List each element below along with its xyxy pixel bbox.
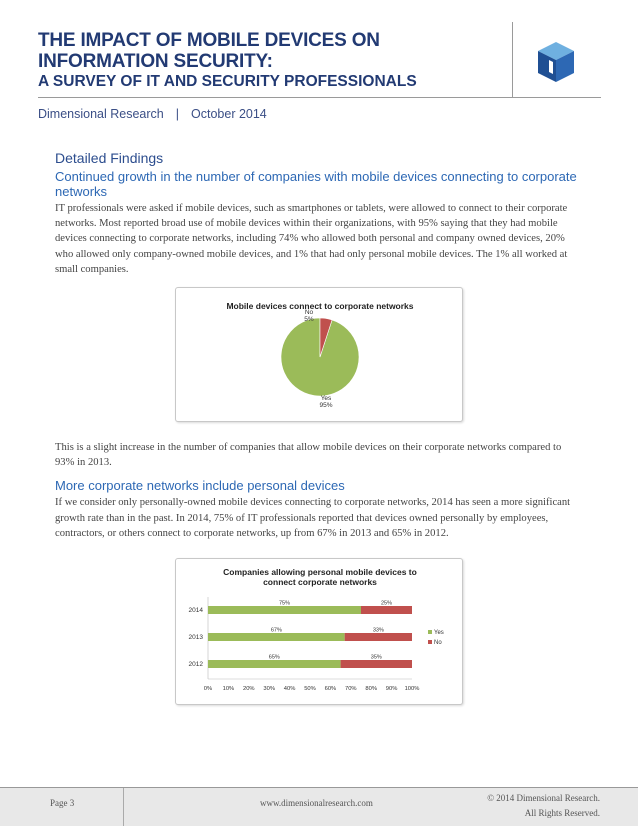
bar-2014-yes	[208, 606, 361, 614]
bar-category-label-2012: 2012	[188, 661, 203, 668]
paragraph-personal-devices: If we consider only personally-owned mobile devices connecting to corporate networks, 2014 has seen a more significant growth rate than in the past. In 2014, 75% of IT professionals reported that devices owned personally by employees, contractors, or others connect to corporate networks, up from 67% in 2013 and 65% in 2012.	[55, 497, 571, 539]
bar-x-tick-7: 70%	[344, 686, 357, 692]
bar-value-label-2012-no: 35%	[370, 654, 382, 661]
report-title-line1: THE IMPACT OF MOBILE DEVICES ON	[38, 30, 380, 51]
paragraph-increase: This is a slight increase in the number of companies that allow mobile devices on their corporate networks compared to 93% in 2013.	[55, 442, 562, 469]
pie-label-no-value: 5%	[304, 316, 314, 323]
bar-2013-no	[345, 633, 412, 641]
pie-chart-box	[175, 287, 463, 422]
legend-swatch-yes	[428, 630, 432, 634]
header-divider	[512, 22, 513, 98]
bar-2013-yes	[208, 633, 345, 641]
subsection-title-growth: Continued growth in the number of companies with mobile devices connecting to corporate networks	[55, 169, 577, 199]
bar-x-tick-10: 100%	[404, 686, 420, 692]
org-name: Dimensional Research	[38, 107, 164, 121]
report-date: October 2014	[191, 107, 267, 121]
pie-chart-title: Mobile devices connect to corporate networks	[226, 301, 414, 311]
report-header	[38, 30, 598, 91]
bar-x-tick-3: 30%	[263, 686, 276, 692]
bar-2014-no	[361, 606, 412, 614]
page-footer	[0, 787, 638, 826]
bar-x-tick-1: 10%	[222, 686, 235, 692]
rights-line: All Rights Reserved.	[524, 808, 600, 818]
bar-value-label-2012-yes: 65%	[268, 654, 280, 661]
bar-value-label-2014-no: 25%	[380, 600, 393, 607]
report-title-line2: INFORMATION SECURITY:	[38, 51, 273, 72]
subsection-title-personal: More corporate networks include personal devices	[55, 478, 345, 494]
content-middle	[55, 440, 580, 541]
pie-label-yes-name: Yes	[320, 395, 332, 402]
bar-x-tick-9: 90%	[385, 686, 398, 692]
legend-swatch-no	[428, 640, 432, 644]
report-subtitle: A SURVEY OF IT AND SECURITY PROFESSIONALS	[38, 73, 417, 90]
bar-chart-box	[175, 558, 463, 705]
bar-x-tick-2: 20%	[242, 686, 255, 692]
main-content	[55, 150, 580, 277]
bar-x-tick-0: 0%	[203, 686, 213, 692]
bar-2012-no	[341, 660, 412, 668]
legend-label-yes: Yes	[434, 630, 444, 636]
footer-copyright	[487, 791, 600, 821]
bar-chart	[176, 559, 464, 706]
footer-url[interactable]: www.dimensionalresearch.com	[260, 798, 373, 808]
copyright-line: © 2014 Dimensional Research.	[487, 793, 600, 803]
pie-label-no-name: No	[304, 309, 314, 316]
bar-x-tick-5: 50%	[304, 686, 316, 692]
bar-category-label-2014: 2014	[188, 607, 203, 614]
paragraph-survey: IT professionals were asked if mobile devices, such as smartphones or tablets, were allowed to connect to their corporate networks. Most reported broad use of mobile devices within their organizations, with 95% saying that they had mobile devices connecting to corporate networks, including 74% who allowed both personal and company owned devices, 20% who allowed only company-owned mobile devices, and 1% that had only personal mobile devices. The 1% all worked at small companies.	[55, 203, 568, 275]
section-title: Detailed Findings	[55, 150, 164, 166]
footer-divider	[123, 788, 124, 826]
bar-value-label-2014-yes: 75%	[278, 600, 291, 607]
bar-x-tick-8: 80%	[365, 686, 378, 692]
pie-label-yes	[311, 395, 341, 409]
bar-2012-yes	[208, 660, 341, 668]
bar-value-label-2013-yes: 67%	[270, 627, 282, 634]
bar-chart-title-line1: Companies allowing personal mobile devices to	[223, 567, 417, 577]
report-meta	[38, 107, 267, 121]
bar-chart-title-line2: connect corporate networks	[263, 577, 377, 587]
bar-x-tick-4: 40%	[283, 686, 296, 692]
dimensional-research-logo-icon	[536, 40, 576, 84]
page-number: Page 3	[50, 798, 75, 808]
meta-separator: |	[175, 107, 180, 121]
legend-label-no: No	[434, 640, 442, 646]
pie-label-no	[294, 309, 324, 323]
header-rule	[38, 97, 601, 98]
bar-value-label-2013-no: 33%	[372, 627, 384, 634]
pie-label-yes-value: 95%	[319, 402, 333, 409]
bar-x-tick-6: 60%	[324, 686, 337, 692]
bar-category-label-2013: 2013	[188, 634, 203, 641]
